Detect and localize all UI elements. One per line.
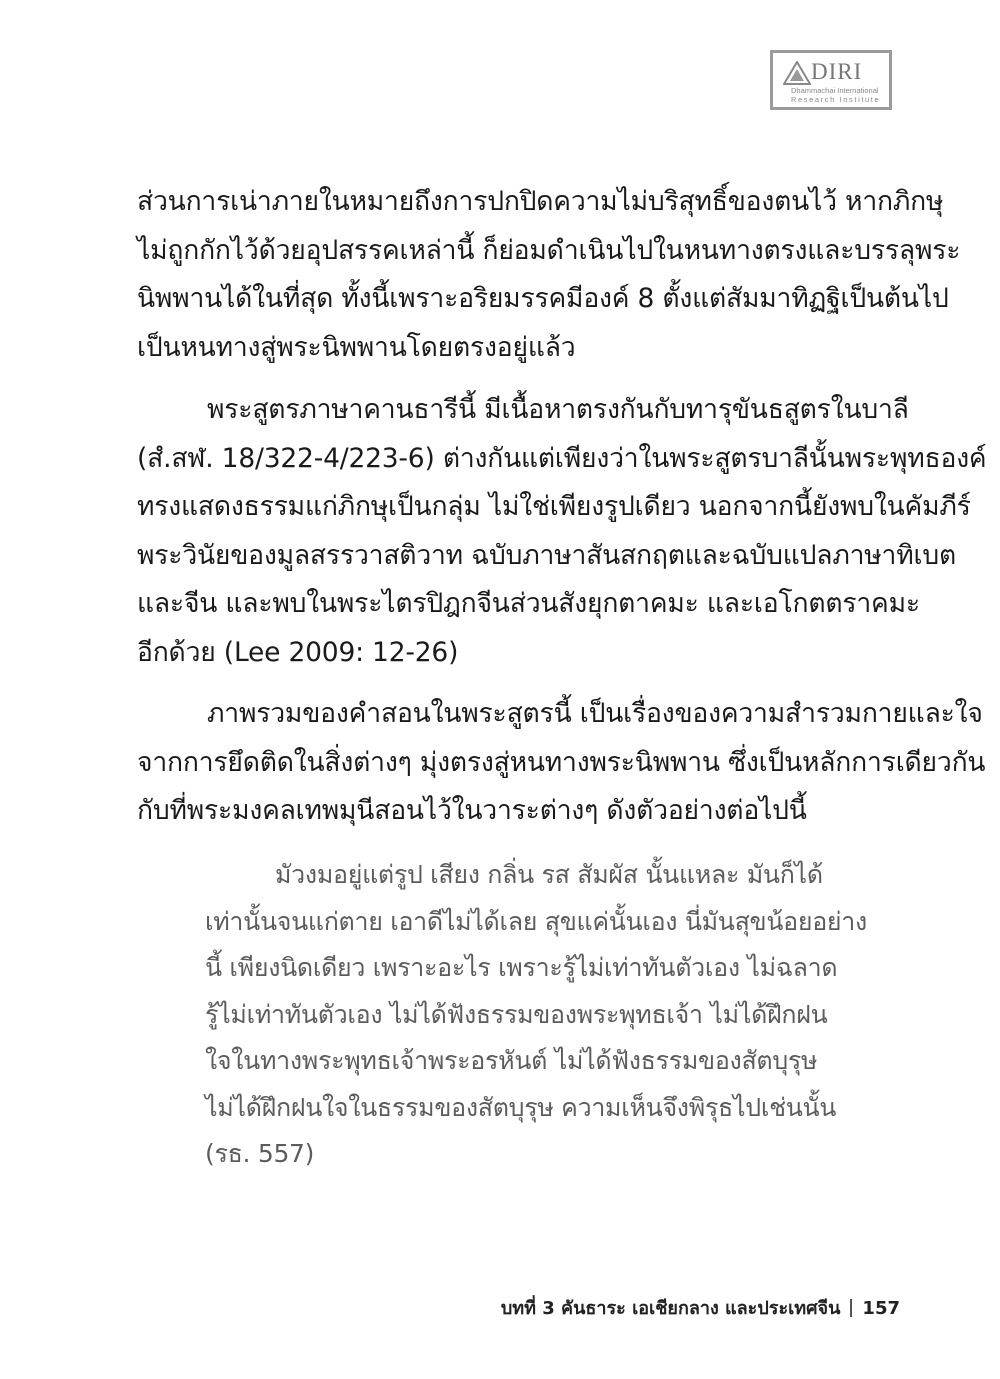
diri-logo: [770, 50, 892, 110]
footer-divider: [850, 1299, 852, 1317]
block-quote: [205, 852, 867, 1178]
text-line: ภาพรวมของคำสอนในพระสูตรนี้ เป็นเรื่องของความสำรวมกายและใจ: [207, 698, 983, 729]
text-line: (สํ.สฬ. 18/322-4/223-6) ต่างกันแต่เพียงว่าในพระสูตรบาลีนั้นพระพุทธองค์: [137, 442, 987, 474]
page-number: 157: [862, 1298, 900, 1319]
paragraph-2: [137, 386, 987, 677]
logo-subtitle-1: Dhammachai International: [791, 86, 879, 95]
text-line: พระวินัยของมูลสรรวาสติวาท ฉบับภาษาสันสกฤตและฉบับแปลภาษาทิเบต: [137, 539, 956, 571]
text-line: ทรงแสดงธรรมแก่ภิกษุเป็นกลุ่ม ไม่ใช่เพียงรูปเดียว นอกจากนี้ยังพบในคัมภีร์: [137, 491, 971, 522]
quote-citation: (รธ. 557): [205, 1139, 315, 1168]
text-line: กับที่พระมงคลเทพมุนีสอนไว้ในวาระต่างๆ ดังตัวอย่างต่อไปนี้: [137, 795, 807, 826]
quote-line: มัวงมอยู่แต่รูป เสียง กลิ่น รส สัมผัส นั้นแหละ มันก็ได้: [275, 860, 823, 889]
quote-line: นี้ เพียงนิดเดียว เพราะอะไร เพราะรู้ไม่เท่าทันตัวเอง ไม่ฉลาด: [205, 953, 838, 982]
text-line: ส่วนการเน่าภายในหมายถึงการปกปิดความไม่บริสุทธิ์ของตนไว้ หากภิกษุ: [137, 186, 944, 217]
text-line: เป็นหนทางสู่พระนิพพานโดยตรงอยู่แล้ว: [137, 331, 576, 363]
text-line: ไม่ถูกกักไว้ด้วยอุปสรรคเหล่านี้ ก็ย่อมดำเนินไปในหนทางตรงและบรรลุพระ: [137, 234, 961, 266]
quote-line: รู้ไม่เท่าทันตัวเอง ไม่ได้ฟังธรรมของพระพุทธเจ้า ไม่ได้ฝึกฝน: [205, 999, 828, 1029]
paragraph-3: [137, 690, 986, 836]
quote-line: ใจในทางพระพุทธเจ้าพระอรหันต์ ไม่ได้ฟังธรรมของสัตบุรุษ: [205, 1046, 818, 1075]
text-line: พระสูตรภาษาคานธารีนี้ มีเนื้อหาตรงกันกับทารุขันธสูตรในบาลี: [207, 394, 909, 425]
logo-wordmark: DIRI: [811, 59, 863, 84]
chapter-title: บทที่ 3 คันธาระ เอเชียกลาง และประเทศจีน: [500, 1298, 841, 1319]
text-line: อีกด้วย (Lee 2009: 12-26): [137, 636, 459, 668]
logo-subtitle-2: Research Institute: [791, 95, 881, 104]
paragraph-1: [137, 178, 961, 372]
diri-triangle-icon: [783, 61, 811, 85]
text-line: นิพพานได้ในที่สุด ทั้งนี้เพราะอริยมรรคมีองค์ 8 ตั้งแต่สัมมาทิฏฐิเป็นต้นไป: [137, 283, 949, 314]
text-line: จากการยึดติดในสิ่งต่างๆ มุ่งตรงสู่หนทางพระนิพพาน ซึ่งเป็นหลักการเดียวกัน: [137, 746, 986, 778]
quote-line: ไม่ได้ฝึกฝนใจในธรรมของสัตบุรุษ ความเห็นจึงพิรุธไปเช่นนั้น: [205, 1092, 837, 1122]
quote-line: เท่านั้นจนแก่ตาย เอาดีไม่ได้เลย สุขแค่นั้นเอง นี่มันสุขน้อยอย่าง: [205, 906, 867, 936]
text-line: และจีน และพบในพระไตรปิฎกจีนส่วนสังยุกตาคมะ และเอโกตตราคมะ: [137, 588, 920, 619]
page-footer: [501, 1293, 900, 1322]
